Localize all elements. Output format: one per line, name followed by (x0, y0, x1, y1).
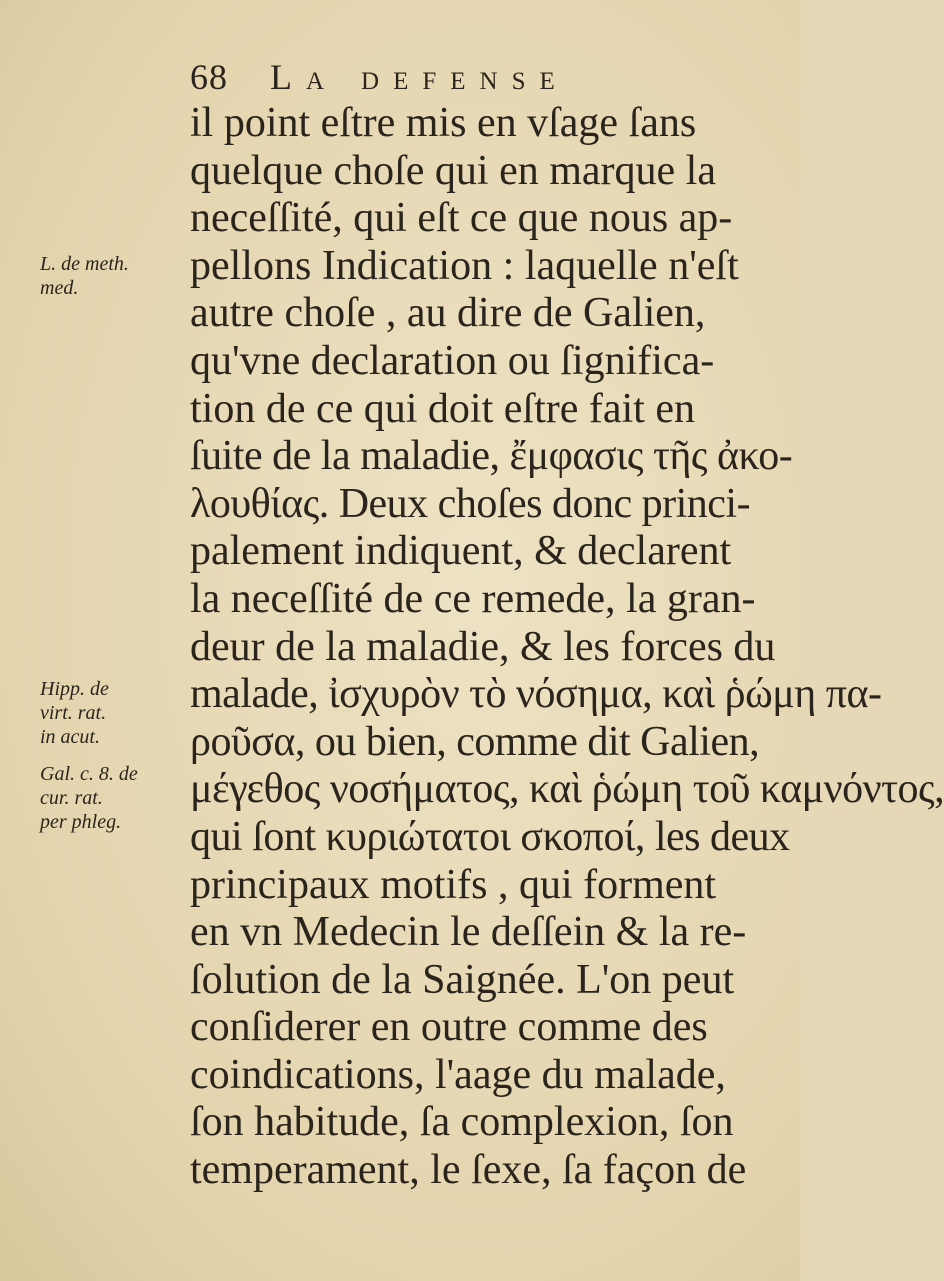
text-line: qui ſont κυριώτατοι σκοποί, les deux (190, 813, 790, 860)
text-line: λουθίας. Deux choſes donc princi- (190, 480, 751, 527)
text-line: ſolution de la Saignée. L'on peut (190, 956, 735, 1003)
margin-note-line: med. (40, 277, 79, 299)
margin-note-galen (40, 762, 138, 834)
margin-note-line: Gal. c. 8. de (40, 763, 138, 785)
margin-note-line: virt. rat. (40, 702, 107, 724)
text-line: il point eſtre mis en vſage ſans (190, 100, 697, 146)
text-line: en vn Medecin le deſſein & la re- (190, 909, 747, 956)
text-line: neceſſité, qui eſt ce que nous ap- (190, 195, 733, 242)
margin-note-line: Hipp. de (40, 678, 109, 700)
text-line: conſiderer en outre comme des (190, 1004, 708, 1051)
text-line: coindications, l'aage du malade, (190, 1051, 726, 1098)
page-number: 68 (190, 57, 228, 97)
margin-note-line: cur. rat. (40, 787, 103, 809)
text-line: autre choſe , au dire de Galien, (190, 290, 706, 337)
text-line: malade, ἰσχυρὸν τὸ νόσημα, καὶ ῥώμη πα- (190, 671, 882, 718)
margin-note-line: in acut. (40, 726, 100, 748)
margin-note-line: per phleg. (40, 811, 122, 833)
text-line: deur de la maladie, & les forces du (190, 623, 776, 670)
text-line: palement indiquent, & declarent (190, 528, 732, 575)
text-line: la neceſſité de ce remede, la gran- (190, 575, 756, 622)
margin-note-hipp (40, 677, 109, 749)
body-text (190, 100, 944, 1195)
text-line: ſuite de la maladie, ἔμφασις τῆς ἀκο- (190, 433, 793, 480)
text-line: tion de ce qui doit eſtre fait en (190, 385, 695, 432)
running-title: La defense (270, 57, 569, 97)
text-line: ροῦσα, ou bien, comme dit Galien, (190, 718, 760, 765)
text-line: principaux motifs , qui forment (190, 861, 717, 908)
text-line: qu'vne declaration ou ſignifica- (190, 337, 715, 384)
text-line: temperament, le ſexe, ſa façon de (190, 1147, 747, 1194)
margin-note-meth-med (40, 252, 129, 300)
margin-note-line: L. de meth. (40, 253, 129, 275)
text-line: pellons Indication : laquelle n'eſt (190, 242, 739, 289)
text-line: quelque choſe qui en marque la (190, 147, 716, 194)
page-header (190, 52, 750, 102)
text-line: ſon habitude, ſa complexion, ſon (190, 1099, 734, 1146)
text-line: μέγεθος νοσήματος, καὶ ῥώμη τοῦ καμνόντος, (190, 766, 944, 813)
